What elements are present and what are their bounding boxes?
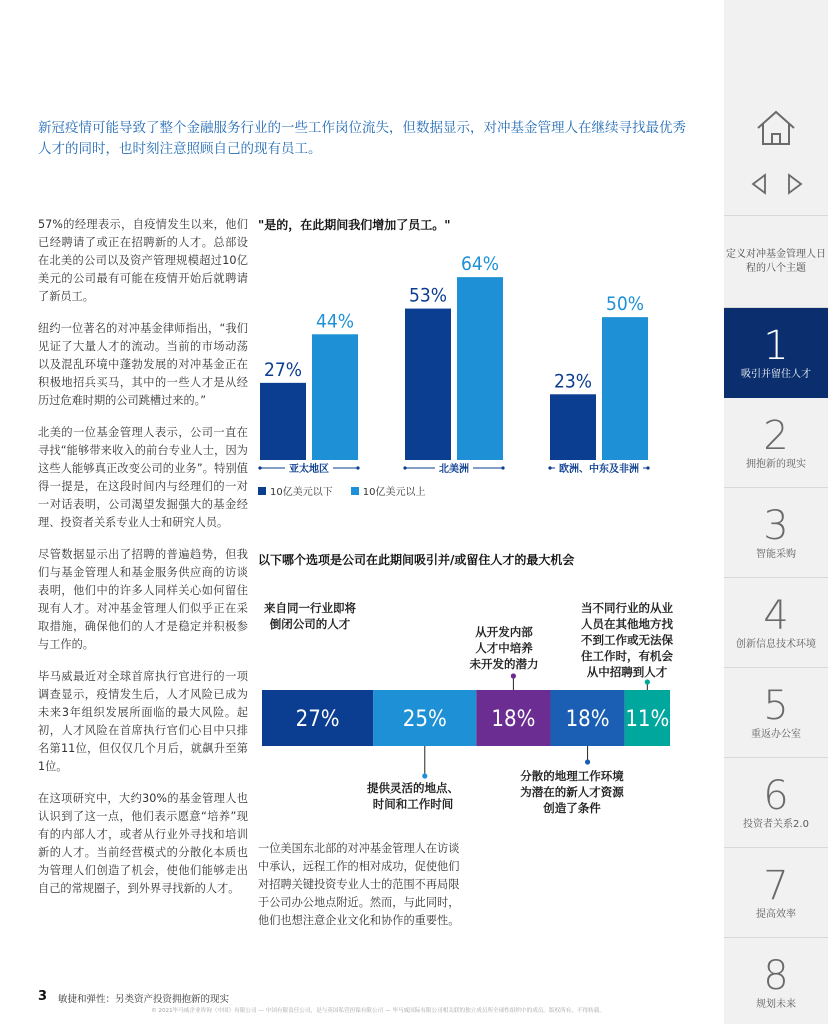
sidebar-intro-link[interactable]: 定义对冲基金管理人日程的八个主题 xyxy=(724,218,828,308)
category-bracket-dot xyxy=(356,466,359,469)
annotation-line: 为潜在的新人才资源 xyxy=(520,785,624,799)
bottom-paragraph: 一位美国东北部的对冲基金管理人在访谈中承认，远程工作的相对成功，促使他们对招聘关键投资专业人士的范围不再局限于公司办公地点附近。然而，与此同时，他们也想注意企业文化和协作的重要性。 xyxy=(258,842,460,927)
sidebar-item-number: 7 xyxy=(763,863,789,909)
sidebar-item-4[interactable] xyxy=(724,578,828,668)
legend-swatch xyxy=(351,487,359,495)
chart-legend xyxy=(258,483,425,498)
home-icon[interactable] xyxy=(754,108,798,148)
copyright-notice: © 2021毕马威企业咨询（中国）有限公司 — 中国有限责任公司，是与英国私营担保有限公司 — 毕马威国际有限公司相关联的独立成员所全球性组织中的成员。版权所有，不得转载。 xyxy=(151,1008,605,1014)
annotation-line: 来自同一行业即将 xyxy=(264,601,356,615)
sidebar-top xyxy=(724,0,828,216)
annotation-dot xyxy=(511,673,516,678)
paragraph: 尽管数据显示出了招聘的普遍趋势，但我们与基金管理人和基金服务供应商的访谈表明，他们中的许多人同样关心如何留住现有人才。对冲基金管理人们似乎正在采取措施，确保他们的人才是稳定并积极参与工作的。 xyxy=(38,548,248,651)
opportunity-annotation xyxy=(454,624,554,672)
sidebar-item-label: 重返办公室 xyxy=(751,729,801,740)
bar-chart-plot xyxy=(258,212,668,480)
legend-item xyxy=(351,483,426,498)
category-label: 欧洲、中东及非洲 xyxy=(559,464,639,475)
legend-swatch xyxy=(258,487,266,495)
sidebar-item-label: 投资者关系2.0 xyxy=(743,819,809,830)
sidebar-item-number: 4 xyxy=(763,593,789,639)
bar-value-label: 50% xyxy=(606,293,644,316)
legend-item xyxy=(258,483,333,498)
sidebar-item-label: 拥抱新的现实 xyxy=(746,459,806,470)
bar xyxy=(602,317,648,460)
bar xyxy=(457,277,503,460)
sidebar-item-6[interactable] xyxy=(724,758,828,848)
sidebar-item-7[interactable] xyxy=(724,848,828,938)
paragraph: 57%的经理表示，自疫情发生以来，他们已经聘请了或正在招聘新的人才。总部设在北美的公司以及资产管理规模超过10亿美元的公司最有可能在疫情开始后就聘请了新员工。 xyxy=(38,218,248,303)
category-label: 亚太地区 xyxy=(289,464,329,475)
category-bracket-dot xyxy=(646,466,649,469)
bar-value-label: 44% xyxy=(316,310,354,333)
bar xyxy=(312,334,358,460)
paragraph: 在这项研究中，大约30%的基金管理人也认识到了这一点，他们表示愿意“培养”现有的内部人才，或者从行业外寻找和培训新的人才。当前经营模式的分散化本质也为管理人们创造了机会，使他们能够走出自己的常规圈子，到外界寻找新的人才。 xyxy=(38,792,248,895)
bar-value-label: 27% xyxy=(264,358,302,381)
sidebar-item-number: 1 xyxy=(763,323,789,369)
bar xyxy=(550,394,596,460)
sidebar-item-label: 智能采购 xyxy=(756,549,796,560)
annotation-line: 当不同行业的从业 xyxy=(581,601,673,615)
category-bracket-dot xyxy=(548,466,551,469)
bar-value-label: 53% xyxy=(409,284,447,307)
sidebar-item-8[interactable] xyxy=(724,938,828,1024)
annotation-line: 提供灵活的地点、 xyxy=(367,781,459,795)
sidebar-item-number: 3 xyxy=(763,503,789,549)
opportunity-annotation xyxy=(576,600,678,680)
annotation-line: 时间和工作时间 xyxy=(372,797,454,811)
annotation-line: 未开发的潜力 xyxy=(469,657,539,671)
legend-label: 10亿美元以下 xyxy=(270,487,333,498)
annotation-line: 不到工作或无法保 xyxy=(581,633,673,647)
sidebar-item-number: 5 xyxy=(763,683,789,729)
bar-value-label: 23% xyxy=(554,370,592,393)
annotation-dot xyxy=(585,759,590,764)
annotation-dot xyxy=(645,679,650,684)
legend-label: 10亿美元以上 xyxy=(362,487,426,498)
bar-value-label: 64% xyxy=(461,253,499,276)
bar xyxy=(260,383,306,460)
sidebar-item-label: 提高效率 xyxy=(756,909,796,920)
paragraph: 纽约一位著名的对冲基金律师指出，“我们见证了大量人才的流动。当前的市场动荡以及混乱环境中蓬勃发展的对冲基金正在积极地招兵买马，其中的一些人才是从经历过危难时期的公司跳槽过来的。” xyxy=(38,322,248,407)
next-page-icon[interactable] xyxy=(780,170,810,198)
sidebar-item-label: 创新信息技术环境 xyxy=(736,639,816,650)
previous-page-icon[interactable] xyxy=(744,170,774,198)
annotation-line: 从中招聘到人才 xyxy=(586,665,668,679)
opportunity-annotation xyxy=(258,600,362,632)
chart-title: "是的，在此期间我们增加了员工。" xyxy=(258,218,451,232)
annotation-line: 人才中培养 xyxy=(475,641,533,655)
annotation-line: 倒闭公司的人才 xyxy=(269,617,351,631)
bar xyxy=(405,309,451,460)
sidebar-item-number: 8 xyxy=(763,953,789,999)
annotation-line: 从开发内部 xyxy=(475,625,533,639)
segment-value-label: 11% xyxy=(625,707,670,732)
opportunity-annotation xyxy=(358,780,468,812)
category-bracket-dot xyxy=(258,466,261,469)
hiring-bar-chart xyxy=(258,212,668,502)
sidebar-nav xyxy=(724,0,828,1024)
sidebar-item-label: 吸引并留住人才 xyxy=(741,369,811,380)
segment-value-label: 18% xyxy=(565,707,610,732)
annotation-line: 人员在其他地方找 xyxy=(581,617,673,631)
sidebar-item-2[interactable] xyxy=(724,398,828,488)
sidebar-item-5[interactable] xyxy=(724,668,828,758)
category-label: 北美洲 xyxy=(439,464,469,475)
chart-title: 以下哪个选项是公司在此期间吸引并/或留住人才的最大机会 xyxy=(258,553,575,567)
report-title: 敏捷和弹性：另类资产投资拥抱新的现实 xyxy=(58,994,230,1005)
category-bracket-dot xyxy=(501,466,504,469)
annotation-line: 住工作时，有机会 xyxy=(581,649,673,663)
sidebar-item-label: 规划未来 xyxy=(756,999,796,1010)
category-bracket-dot xyxy=(403,466,406,469)
intro-text: 新冠疫情可能导致了整个金融服务行业的一些工作岗位流失，但数据显示，对冲基金管理人在继续寻找最优秀人才的同时，也时刻注意照顾自己的现有员工。 xyxy=(38,120,686,157)
annotation-line: 分散的地理工作环境 xyxy=(520,769,624,783)
sidebar-item-number: 2 xyxy=(763,413,789,459)
sidebar-item-1[interactable] xyxy=(724,308,828,398)
segment-value-label: 27% xyxy=(295,707,340,732)
left-column xyxy=(38,216,248,912)
paragraph: 北美的一位基金管理人表示，公司一直在寻找“能够带来收入的前台专业人士，因为这些人能够真正改变公司的业务”。特别值得一提是，在这段时间内与经理们的一对一对话表明，公司渴望发掘强大的基金经理、投资者关系专业人士和研究人员。 xyxy=(38,426,248,529)
paragraph: 毕马威最近对全球首席执行官进行的一项调查显示，疫情发生后，人才风险已成为未来3年组织发展所面临的最大风险。起初，人才风险在首席执行官们心目中只排名第11位，但仅仅几个月后，就飙升至第1位。 xyxy=(38,670,248,773)
sidebar-item-3[interactable] xyxy=(724,488,828,578)
opportunity-annotation xyxy=(510,768,634,816)
sidebar-item-number: 6 xyxy=(763,773,789,819)
opportunity-stacked-chart xyxy=(258,548,678,818)
annotation-line: 创造了条件 xyxy=(543,801,601,815)
segment-value-label: 25% xyxy=(402,707,447,732)
annotation-dot xyxy=(422,773,427,778)
segment-value-label: 18% xyxy=(491,707,536,732)
page-number: 3 xyxy=(38,989,48,1004)
